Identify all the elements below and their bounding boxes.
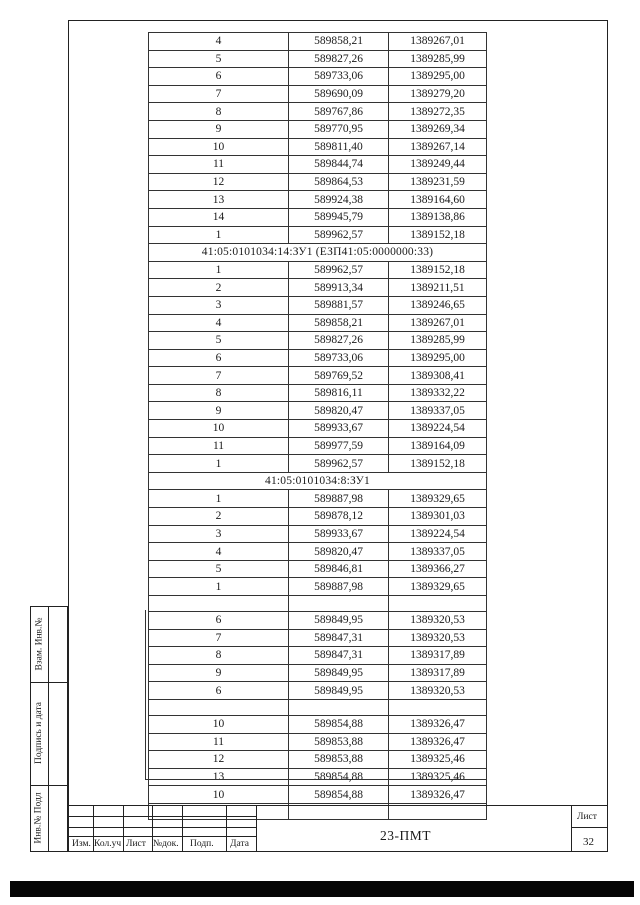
point-number-cell: 7	[149, 367, 289, 385]
x-coordinate-cell: 589854,88	[289, 768, 389, 786]
title-block	[68, 805, 608, 852]
table-row	[149, 733, 487, 751]
table-row	[149, 120, 487, 138]
title-block-col-sheet: Лист	[126, 839, 146, 849]
y-coordinate-cell: 1389231,59	[389, 173, 487, 191]
table-row	[149, 50, 487, 68]
x-coordinate-cell: 589887,98	[289, 578, 389, 596]
blank-cell	[149, 699, 289, 715]
point-number-cell: 7	[149, 629, 289, 647]
blank-cell	[149, 596, 289, 612]
y-coordinate-cell: 1389164,60	[389, 191, 487, 209]
y-coordinate-cell: 1389325,46	[389, 751, 487, 769]
table-row	[149, 191, 487, 209]
x-coordinate-cell: 589844,74	[289, 156, 389, 174]
x-coordinate-cell: 589858,21	[289, 33, 389, 51]
y-coordinate-cell: 1389267,01	[389, 33, 487, 51]
point-number-cell: 6	[149, 612, 289, 630]
table-row	[149, 156, 487, 174]
x-coordinate-cell: 589858,21	[289, 314, 389, 332]
coordinates-table	[148, 32, 487, 820]
x-coordinate-cell: 589827,26	[289, 50, 389, 68]
title-block-col-count: Кол.уч	[94, 839, 122, 849]
table-outline-right	[486, 610, 487, 780]
point-number-cell: 1	[149, 226, 289, 244]
point-number-cell: 3	[149, 296, 289, 314]
point-number-cell: 10	[149, 138, 289, 156]
blank-cell	[289, 596, 389, 612]
blank-cell	[289, 699, 389, 715]
y-coordinate-cell: 1389326,47	[389, 786, 487, 804]
table-row	[149, 261, 487, 279]
x-coordinate-cell: 589853,88	[289, 751, 389, 769]
y-coordinate-cell: 1389249,44	[389, 156, 487, 174]
point-number-cell: 11	[149, 156, 289, 174]
point-number-cell: 5	[149, 332, 289, 350]
y-coordinate-cell: 1389285,99	[389, 332, 487, 350]
x-coordinate-cell: 589847,31	[289, 629, 389, 647]
x-coordinate-cell: 589933,67	[289, 525, 389, 543]
x-coordinate-cell: 589849,95	[289, 664, 389, 682]
point-number-cell: 11	[149, 437, 289, 455]
table-row	[149, 786, 487, 804]
side-label-inventory: Инв.№ Подл	[34, 792, 44, 844]
table-row	[149, 33, 487, 51]
x-coordinate-cell: 589820,47	[289, 402, 389, 420]
x-coordinate-cell: 589820,47	[289, 543, 389, 561]
table-row	[149, 296, 487, 314]
table-row	[149, 682, 487, 700]
x-coordinate-cell: 589881,57	[289, 296, 389, 314]
point-number-cell: 8	[149, 384, 289, 402]
table-row	[149, 208, 487, 226]
y-coordinate-cell: 1389325,46	[389, 768, 487, 786]
scan-border-bar	[10, 881, 634, 897]
table-row	[149, 664, 487, 682]
table-row	[149, 768, 487, 786]
y-coordinate-cell: 1389267,14	[389, 138, 487, 156]
point-number-cell: 11	[149, 733, 289, 751]
y-coordinate-cell: 1389138,86	[389, 208, 487, 226]
point-number-cell: 4	[149, 33, 289, 51]
y-coordinate-cell: 1389246,65	[389, 296, 487, 314]
y-coordinate-cell: 1389267,01	[389, 314, 487, 332]
table-row	[149, 85, 487, 103]
x-coordinate-cell: 589924,38	[289, 191, 389, 209]
point-number-cell: 10	[149, 786, 289, 804]
point-number-cell: 6	[149, 349, 289, 367]
table-row	[149, 367, 487, 385]
table-row	[149, 629, 487, 647]
table-row	[149, 578, 487, 596]
section-header: 41:05:0101034:14:ЗУ1 (ЕЗП41:05:0000000:33)	[149, 244, 487, 262]
title-block-col-doc: №док.	[153, 839, 179, 849]
table-row	[149, 68, 487, 86]
section-header: 41:05:0101034:8:ЗУ1	[149, 472, 487, 490]
table-outline-left	[145, 610, 146, 780]
x-coordinate-cell: 589864,53	[289, 173, 389, 191]
blank-row	[149, 596, 487, 612]
point-number-cell: 6	[149, 682, 289, 700]
point-number-cell: 13	[149, 768, 289, 786]
title-block-col-date: Дата	[230, 839, 249, 849]
x-coordinate-cell: 589977,59	[289, 437, 389, 455]
x-coordinate-cell: 589962,57	[289, 261, 389, 279]
x-coordinate-cell: 589854,88	[289, 715, 389, 733]
point-number-cell: 8	[149, 647, 289, 665]
x-coordinate-cell: 589811,40	[289, 138, 389, 156]
y-coordinate-cell: 1389301,03	[389, 508, 487, 526]
table-row	[149, 349, 487, 367]
y-coordinate-cell: 1389326,47	[389, 715, 487, 733]
y-coordinate-cell: 1389332,22	[389, 384, 487, 402]
sheet-label: Лист	[577, 812, 597, 822]
table-row	[149, 279, 487, 297]
y-coordinate-cell: 1389317,89	[389, 664, 487, 682]
x-coordinate-cell: 589849,95	[289, 612, 389, 630]
x-coordinate-cell: 589846,81	[289, 560, 389, 578]
table-row	[149, 751, 487, 769]
y-coordinate-cell: 1389224,54	[389, 525, 487, 543]
y-coordinate-cell: 1389317,89	[389, 647, 487, 665]
x-coordinate-cell: 589853,88	[289, 733, 389, 751]
table-row	[149, 226, 487, 244]
table-row	[149, 455, 487, 473]
point-number-cell: 6	[149, 68, 289, 86]
y-coordinate-cell: 1389337,05	[389, 543, 487, 561]
table-row	[149, 402, 487, 420]
y-coordinate-cell: 1389272,35	[389, 103, 487, 121]
y-coordinate-cell: 1389269,34	[389, 120, 487, 138]
table-row	[149, 647, 487, 665]
table-row	[149, 437, 487, 455]
x-coordinate-cell: 589733,06	[289, 68, 389, 86]
x-coordinate-cell: 589962,57	[289, 226, 389, 244]
blank-cell	[389, 699, 487, 715]
coordinates-table-wrap	[148, 32, 486, 820]
point-number-cell: 5	[149, 560, 289, 578]
point-number-cell: 10	[149, 420, 289, 438]
table-row	[149, 173, 487, 191]
table-row	[149, 525, 487, 543]
coordinates-table-body	[149, 33, 487, 820]
x-coordinate-cell: 589887,98	[289, 490, 389, 508]
table-outline-bottom	[145, 779, 486, 780]
x-coordinate-cell: 589690,09	[289, 85, 389, 103]
y-coordinate-cell: 1389279,20	[389, 85, 487, 103]
x-coordinate-cell: 589733,06	[289, 349, 389, 367]
point-number-cell: 9	[149, 120, 289, 138]
y-coordinate-cell: 1389337,05	[389, 402, 487, 420]
point-number-cell: 2	[149, 279, 289, 297]
point-number-cell: 9	[149, 402, 289, 420]
table-row	[149, 314, 487, 332]
sheet-number: 32	[583, 836, 594, 848]
table-row	[149, 560, 487, 578]
point-number-cell: 10	[149, 715, 289, 733]
x-coordinate-cell: 589913,34	[289, 279, 389, 297]
x-coordinate-cell: 589945,79	[289, 208, 389, 226]
y-coordinate-cell: 1389329,65	[389, 490, 487, 508]
document-code: 23-ПМТ	[380, 828, 431, 843]
point-number-cell: 9	[149, 664, 289, 682]
y-coordinate-cell: 1389320,53	[389, 629, 487, 647]
y-coordinate-cell: 1389152,18	[389, 226, 487, 244]
side-label-signature-date: Подпись и дата	[34, 701, 45, 764]
x-coordinate-cell: 589849,95	[289, 682, 389, 700]
point-number-cell: 4	[149, 314, 289, 332]
table-row	[149, 508, 487, 526]
table-row	[149, 384, 487, 402]
y-coordinate-cell: 1389308,41	[389, 367, 487, 385]
point-number-cell: 13	[149, 191, 289, 209]
x-coordinate-cell: 589854,88	[289, 786, 389, 804]
section-header-row	[149, 244, 487, 262]
point-number-cell: 7	[149, 85, 289, 103]
point-number-cell: 1	[149, 490, 289, 508]
table-row	[149, 490, 487, 508]
y-coordinate-cell: 1389285,99	[389, 50, 487, 68]
point-number-cell: 14	[149, 208, 289, 226]
x-coordinate-cell: 589878,12	[289, 508, 389, 526]
x-coordinate-cell: 589767,86	[289, 103, 389, 121]
blank-row	[149, 699, 487, 715]
x-coordinate-cell: 589847,31	[289, 647, 389, 665]
y-coordinate-cell: 1389366,27	[389, 560, 487, 578]
x-coordinate-cell: 589770,95	[289, 120, 389, 138]
side-label-replacement: Взам. Инв.№	[34, 617, 44, 670]
point-number-cell: 5	[149, 50, 289, 68]
point-number-cell: 8	[149, 103, 289, 121]
x-coordinate-cell: 589769,52	[289, 367, 389, 385]
point-number-cell: 12	[149, 751, 289, 769]
point-number-cell: 2	[149, 508, 289, 526]
point-number-cell: 1	[149, 261, 289, 279]
point-number-cell: 1	[149, 455, 289, 473]
point-number-cell: 12	[149, 173, 289, 191]
point-number-cell: 1	[149, 578, 289, 596]
x-coordinate-cell: 589816,11	[289, 384, 389, 402]
table-row	[149, 103, 487, 121]
table-row	[149, 420, 487, 438]
table-row	[149, 715, 487, 733]
x-coordinate-cell: 589962,57	[289, 455, 389, 473]
point-number-cell: 3	[149, 525, 289, 543]
table-row	[149, 332, 487, 350]
y-coordinate-cell: 1389326,47	[389, 733, 487, 751]
table-row	[149, 612, 487, 630]
title-block-col-sign: Подп.	[190, 839, 214, 849]
y-coordinate-cell: 1389152,18	[389, 261, 487, 279]
y-coordinate-cell: 1389320,53	[389, 682, 487, 700]
title-block-col-change: Изм.	[72, 839, 91, 849]
y-coordinate-cell: 1389152,18	[389, 455, 487, 473]
y-coordinate-cell: 1389295,00	[389, 68, 487, 86]
x-coordinate-cell: 589933,67	[289, 420, 389, 438]
blank-cell	[389, 596, 487, 612]
y-coordinate-cell: 1389164,09	[389, 437, 487, 455]
y-coordinate-cell: 1389320,53	[389, 612, 487, 630]
y-coordinate-cell: 1389295,00	[389, 349, 487, 367]
y-coordinate-cell: 1389329,65	[389, 578, 487, 596]
table-row	[149, 138, 487, 156]
y-coordinate-cell: 1389211,51	[389, 279, 487, 297]
table-row	[149, 543, 487, 561]
x-coordinate-cell: 589827,26	[289, 332, 389, 350]
section-header-row	[149, 472, 487, 490]
y-coordinate-cell: 1389224,54	[389, 420, 487, 438]
point-number-cell: 4	[149, 543, 289, 561]
